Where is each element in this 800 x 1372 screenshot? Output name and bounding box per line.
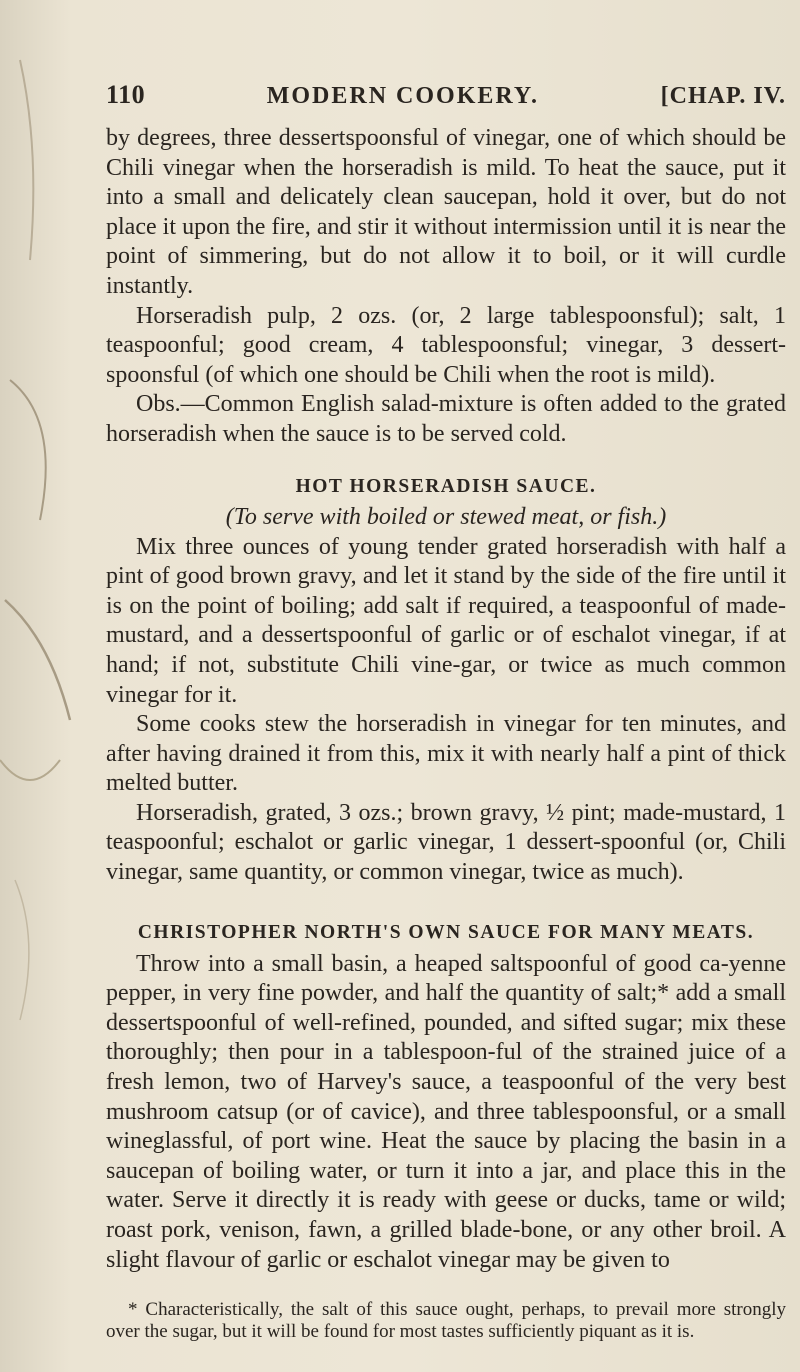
running-title: MODERN COOKERY. xyxy=(266,83,539,109)
paragraph-hot-horseradish-method: Mix three ounces of young tender grated horseradish with half a pint of good brown gravy, and let it stand by the side of the fire until it is on the point of boiling; add salt if required, a teaspoonful of made-mustard, and a dessertspoonful of garlic or of eschalot vinegar, if at hand; if not, substitute Chili vine-gar, or twice as much common vinegar for it. xyxy=(106,533,786,708)
section-subtitle-hot-horseradish: (To serve with boiled or stewed meat, or fish.) xyxy=(225,503,667,530)
paragraph-ingredients: Horseradish pulp, 2 ozs. (or, 2 large tablespoonsful); salt, 1 teaspoonful; good cream, 4 tablespoonsful; vinegar, 3 dessert-spoonsful (of which one should be Chili when the root is mild). xyxy=(106,302,786,388)
paragraph-christopher-north-method: Throw into a small basin, a heaped saltspoonful of good ca-yenne pepper, in very fine powder, and half the quantity of salt;* add a small dessertspoonful of well-refined, pounded, and sifted sugar; mix these thoroughly; then pour in a tablespoon-ful of the strained juice of a fresh lemon, two of Harvey's sauce, a teaspoonful of the very best mushroom catsup (or of cavice), and three tablespoonsful, or a small wineglassful, of port wine. Heat the sauce by placing the basin in a saucepan of boiling water, or turn it into a jar, and place this in the water. Serve it directly it is ready with geese or ducks, tame or wild; roast pork, venison, fawn, a grilled blade-bone, or any other broil. A slight flavour of garlic or eschalot vinegar may be given to xyxy=(106,950,786,1273)
footnote: * Characteristically, the salt of this sauce ought, perhaps, to prevail more strongly over the sugar, but it will be found for most tastes sufficiently piquant as it is. xyxy=(106,1299,786,1343)
paragraph-hot-horseradish-variant: Some cooks stew the horseradish in vinegar for ten minutes, and after having drained it from this, mix it with nearly half a pint of thick melted butter. xyxy=(106,711,786,797)
page-number: 110 xyxy=(106,80,146,109)
section-title-christopher-north: CHRISTOPHER NORTH'S OWN SAUCE FOR MANY MEATS. xyxy=(137,921,755,943)
page-content xyxy=(106,80,786,1362)
paragraph-observation: Obs.—Common English salad-mixture is often added to the grated horseradish when the sauce is to be served cold. xyxy=(106,391,786,447)
paragraph-continuation: by degrees, three dessertspoonsful of vinegar, one of which should be Chili vinegar when the horseradish is mild. To heat the sauce, put it into a small and delicately clean saucepan, hold it over, but do not place it upon the fire, and stir it without intermission until it is near the point of simmering, but do not allow it to boil, or it will curdle instantly. xyxy=(106,125,786,299)
paragraph-hot-horseradish-ingredients: Horseradish, grated, 3 ozs.; brown gravy, ½ pint; made-mustard, 1 teaspoonful; eschalot or garlic vinegar, 1 dessert-spoonful (or, Chili vinegar, same quantity, or common vinegar, twice as much). xyxy=(106,799,786,886)
margin-stains xyxy=(0,0,90,1372)
section-title-hot-horseradish: HOT HORSERADISH SAUCE. xyxy=(295,475,597,497)
running-head xyxy=(106,80,786,110)
chapter-label: [CHAP. IV. xyxy=(660,83,786,109)
